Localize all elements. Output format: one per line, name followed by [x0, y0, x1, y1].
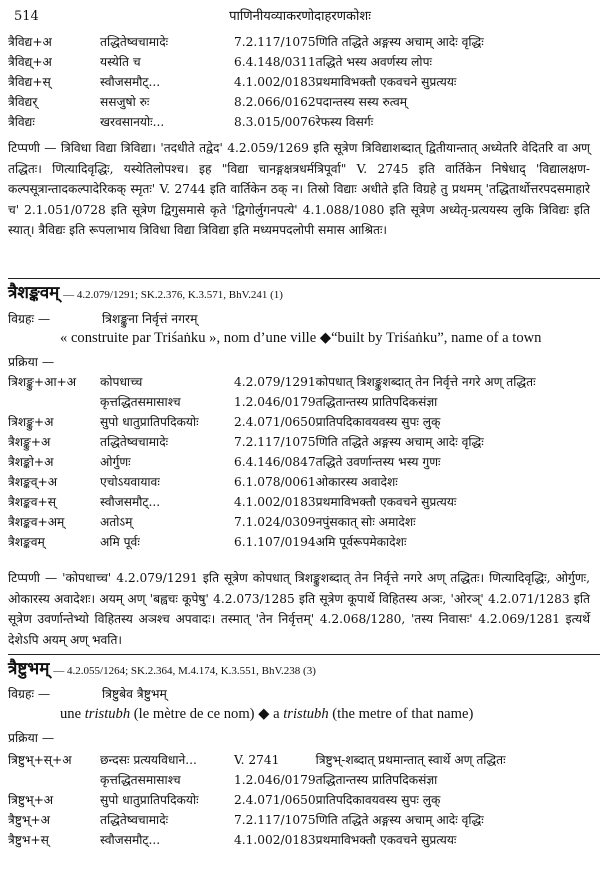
derivation-form: त्रैशङ्कव+अम् [8, 514, 65, 529]
derivation-operation: तद्धितान्तस्य प्रातिपदिकसंज्ञा [315, 772, 438, 787]
derivation-sutra-number: 6.1.107/0194 [234, 534, 316, 549]
entry3-translation-fr-pre: une [60, 706, 85, 722]
derivation-row [8, 372, 536, 392]
derivation-sutra: कृत्तद्धितसमासाश्च [100, 394, 181, 409]
derivation-sutra-number: 8.2.066/0162 [234, 94, 316, 109]
derivation-operation: प्रातिपदिकावयवस्य सुपः लुक् [315, 792, 441, 807]
entry2-vigraha: त्रिशङ्कुना निर्वृत्तं नगरम् [102, 312, 198, 326]
entry3-translation-fr-italic: tristubh [84, 706, 131, 722]
divider [8, 654, 600, 655]
derivation-sutra: तद्धितेष्वचामादेः [100, 34, 169, 49]
derivation-sutra-number: 7.1.024/0309 [234, 514, 316, 529]
page-header [14, 8, 586, 26]
derivation-row [8, 512, 536, 532]
derivation-row [8, 790, 506, 810]
derivation-operation: अमि पूर्वरूपमेकादेशः [315, 534, 407, 549]
derivation-operation: रेफस्य विसर्गः [315, 114, 374, 129]
derivation-form: त्रिशङ्कु+अ [8, 414, 54, 429]
derivation-form: त्रैशङ्को+अ [8, 454, 54, 469]
derivation-form: त्रैविद्य+स् [8, 74, 51, 89]
derivation-sutra-number: 1.2.046/0179 [234, 772, 316, 787]
entry2-lemma: त्रैशङ्कवम् [8, 283, 60, 303]
derivation-sutra: कृत्तद्धितसमासाश्च [100, 772, 181, 787]
entry3-translation-en-pre: a [273, 706, 284, 722]
entry2-translation [60, 329, 541, 349]
derivation-sutra: सुपो धातुप्रातिपदिकयोः [100, 414, 199, 429]
derivation-operation: प्रथमाविभक्तौ एकवचने सुप्रत्ययः [315, 832, 457, 847]
entry3-vigraha: त्रिष्टुबेव त्रैष्टुभम् [102, 687, 167, 701]
derivation-row [8, 72, 484, 92]
derivation-row [8, 810, 506, 830]
entry3-lemma: त्रैष्टुभम् [8, 659, 50, 679]
derivation-row [8, 112, 484, 132]
entry2-vigraha-label: विग्रहः — [8, 312, 51, 326]
derivation-operation: प्रथमाविभक्तौ एकवचने सुप्रत्ययः [315, 494, 457, 509]
entry2-heading [8, 282, 592, 305]
derivation-operation: कोपधात् त्रिशङ्कुशब्दात् तेन निर्वृत्ते नगरे अण् तद्धितः [315, 374, 536, 389]
derivation-form: त्रैष्टुभ्+अ [8, 812, 50, 827]
derivation-form: त्रैविद्यर् [8, 94, 38, 109]
derivation-sutra-number: 4.2.079/1291 [234, 374, 316, 389]
derivation-sutra-number: 7.2.117/1075 [234, 812, 316, 827]
diamond-separator: ◆ [319, 330, 332, 346]
derivation-form: त्रिष्टुभ्+स्+अ [8, 752, 72, 767]
derivation-sutra-number: 4.1.002/0183 [234, 74, 316, 89]
derivation-row [8, 412, 536, 432]
entry2-derivation-table [8, 372, 536, 552]
entry2-translation-fr: « construite par Triśaṅku », nom d’une ville [60, 330, 317, 346]
derivation-sutra: एचोऽयवायावः [100, 474, 160, 489]
derivation-form [8, 392, 100, 412]
derivation-form [8, 770, 100, 790]
entry3-translation-fr-post: (le mètre de ce nom) [130, 706, 255, 722]
derivation-sutra-number: 6.1.078/0061 [234, 474, 316, 489]
derivation-row [8, 432, 536, 452]
derivation-sutra: स्वौजसमौट्... [100, 74, 161, 89]
derivation-sutra-number: 4.1.002/0183 [234, 494, 316, 509]
page-number: 514 [14, 9, 39, 24]
entry2-prakriya-label: प्रक्रिया — [8, 355, 55, 369]
derivation-sutra: अमि पूर्वः [100, 534, 140, 549]
derivation-form: त्रिष्टुभ्+अ [8, 792, 54, 807]
derivation-operation: तद्धिते उवर्णान्तस्य भस्य गुणः [315, 454, 441, 469]
entry3-prakriya-label: प्रक्रिया — [8, 731, 55, 745]
derivation-sutra: खरवसानयोः... [100, 114, 165, 129]
derivation-sutra-number: 2.4.071/0650 [234, 414, 316, 429]
derivation-sutra: स्वौजसमौट्... [100, 494, 161, 509]
derivation-sutra-number: 7.2.117/1075 [234, 34, 316, 49]
derivation-operation: तद्धितान्तस्य प्रातिपदिकसंज्ञा [315, 394, 438, 409]
derivation-operation: प्रथमाविभक्तौ एकवचने सुप्रत्ययः [315, 74, 457, 89]
derivation-row [8, 532, 536, 552]
derivation-form: त्रैशङ्कु+अ [8, 434, 51, 449]
derivation-row [8, 52, 484, 72]
derivation-operation: णिति तद्धिते अङ्गस्य अचाम् आदेः वृद्धिः [315, 434, 484, 449]
derivation-sutra-number: 7.2.117/1075 [234, 434, 316, 449]
derivation-operation: नपुंसकात् सोः अमादेशः [315, 514, 416, 529]
derivation-form: त्रैविद्य+अ [8, 34, 52, 49]
derivation-sutra-number: 6.4.146/0847 [234, 454, 316, 469]
derivation-sutra-number: V. 2741 [234, 752, 280, 767]
entry3-heading [8, 658, 592, 681]
entry2-translation-en: “built by Triśaṅku”, name of a town [331, 330, 542, 346]
derivation-row [8, 750, 506, 770]
derivation-form: त्रैशङ्कव+स् [8, 494, 56, 509]
derivation-operation: पदान्तस्य सस्य रुत्वम् [315, 94, 408, 109]
entry2-comment: टिप्पणी — 'कोपधाच्च' 4.2.079/1291 इति सूत्रेण कोपधात् त्रिशङ्कुशब्दात् तेन निर्वृत्ते नगरे अण् तद्धितः। णित्यादिवृद्धिः, ओर्गुणः, ओकारस्य अवादेशः। अयम् अण् 'बह्वचः कूपेषु' 4.2.073/1285 इति सूत्रेण कूपार्थे विहितस्य अञः, 'ओरञ्' 4.2.071/1283 इति सूत्रेण उवर्णान्तेभ्यो विहितस्य अञश्च अपवादः। तस्मात् 'तेन निर्वृत्तम्' 4.2.068/1280, 'तस्य निवासः' 4.2.069/1281 इत्यर्थे देशेऽपि अयम् अण् भवति। [8, 571, 590, 647]
entry3-vigraha-label: विग्रहः — [8, 687, 51, 701]
derivation-sutra: तद्धितेष्वचामादेः [100, 434, 169, 449]
derivation-sutra: सुपो धातुप्रातिपदिकयोः [100, 792, 199, 807]
derivation-operation: त्रिष्टुभ्-शब्दात् प्रथमान्तात् स्वार्थे अण् तद्धितः [315, 752, 506, 767]
derivation-form: त्रैशङ्कवम् [8, 534, 45, 549]
derivation-form: त्रैविद्यः [8, 114, 35, 129]
derivation-operation: प्रातिपदिकावयवस्य सुपः लुक् [315, 414, 441, 429]
diamond-separator: ◆ [258, 706, 270, 722]
derivation-row [8, 92, 484, 112]
derivation-sutra: तद्धितेष्वचामादेः [100, 812, 169, 827]
derivation-sutra-number: 4.1.002/0183 [234, 832, 316, 847]
entry3-derivation-table [8, 750, 506, 850]
derivation-row [8, 830, 506, 850]
derivation-sutra: स्वौजसमौट्... [100, 832, 161, 847]
derivation-sutra: कोपधाच्च [100, 374, 143, 389]
derivation-form: त्रैष्टुभ+स् [8, 832, 49, 847]
derivation-row [8, 492, 536, 512]
derivation-sutra: ओर्गुणः [100, 454, 131, 469]
entry3-translation-en-post: (the metre of that name) [328, 706, 474, 722]
divider [8, 278, 600, 279]
derivation-operation: तद्धिते भस्य अवर्णस्य लोपः [315, 54, 432, 69]
derivation-form: त्रैविद्य्+अ [8, 54, 52, 69]
derivation-operation: णिति तद्धिते अङ्गस्य अचाम् आदेः वृद्धिः [315, 34, 484, 49]
entry3-references: — 4.2.055/1264; SK.2.364, M.4.174, K.3.551, BhV.238 (3) [53, 665, 316, 677]
derivation-row [8, 452, 536, 472]
derivation-sutra: अतोऽम् [100, 514, 133, 529]
entry1-derivation-table [8, 32, 484, 132]
derivation-sutra-number: 2.4.071/0650 [234, 792, 316, 807]
running-title: पाणिनीयव्याकरणोदाहरणकोशः [229, 9, 371, 24]
derivation-sutra-number: 6.4.148/0311 [234, 54, 316, 69]
entry1-comment: टिप्पणी — त्रिविधा विद्या त्रिविद्या। 'तदधीते तद्वेद' 4.2.059/1269 इति सूत्रेण त्रिविद्याशब्दात् द्वितीयान्तात् अध्येतरि वेदितरि वा अण् तद्धितः। णित्यादिवृद्धिः, यस्येतिलोपश्च। इह "विद्या चानङ्गक्षत्रधर्मत्रिपूर्वा" V. 2745 इति वार्तिकेन निषेधाद् 'विद्यालक्षण-कल्पसूत्रान्तादकल्पादेरिकक् स्मृतः' V. 2744 इति वार्तिकेन ठक् न। तिस्रो विद्याः अधीते इति विग्रहे तु प्रथमम् 'तद्धितार्थोत्तरपदसमाहारे च' 2.1.051/0728 इति सूत्रेण द्विगुसमासे कृते 'द्विगोर्लुगनपत्ये' 4.1.088/1080 इति सूत्रेण अध्येतृ-प्रत्ययस्य लुकि त्रिविद्यः इति स्यात्। त्रैविद्यः इति रूपलाभाय त्रिविधा विद्या त्रिविद्या इति मध्यमपदलोपी समास आश्रितः। [8, 141, 590, 237]
derivation-sutra-number: 1.2.046/0179 [234, 394, 316, 409]
entry2-references: — 4.2.079/1291; SK.2.376, K.3.571, BhV.241 (1) [63, 289, 283, 301]
derivation-form: त्रैशङ्कव्+अ [8, 474, 58, 489]
derivation-row [8, 32, 484, 52]
derivation-sutra: छन्दसः प्रत्ययविधाने... [100, 752, 197, 767]
derivation-row [8, 770, 506, 790]
derivation-form: त्रिशङ्कु+आ+अ [8, 374, 77, 389]
derivation-row [8, 472, 536, 492]
derivation-sutra-number: 8.3.015/0076 [234, 114, 316, 129]
derivation-operation: णिति तद्धिते अङ्गस्य अचाम् आदेः वृद्धिः [315, 812, 484, 827]
derivation-row [8, 392, 536, 412]
entry3-translation-en-italic: tristubh [283, 706, 329, 722]
derivation-sutra: ससजुषो रुः [100, 94, 150, 109]
entry3-translation [60, 705, 473, 725]
derivation-operation: ओकारस्य अवादेशः [315, 474, 398, 489]
derivation-sutra: यस्येति च [100, 54, 141, 69]
